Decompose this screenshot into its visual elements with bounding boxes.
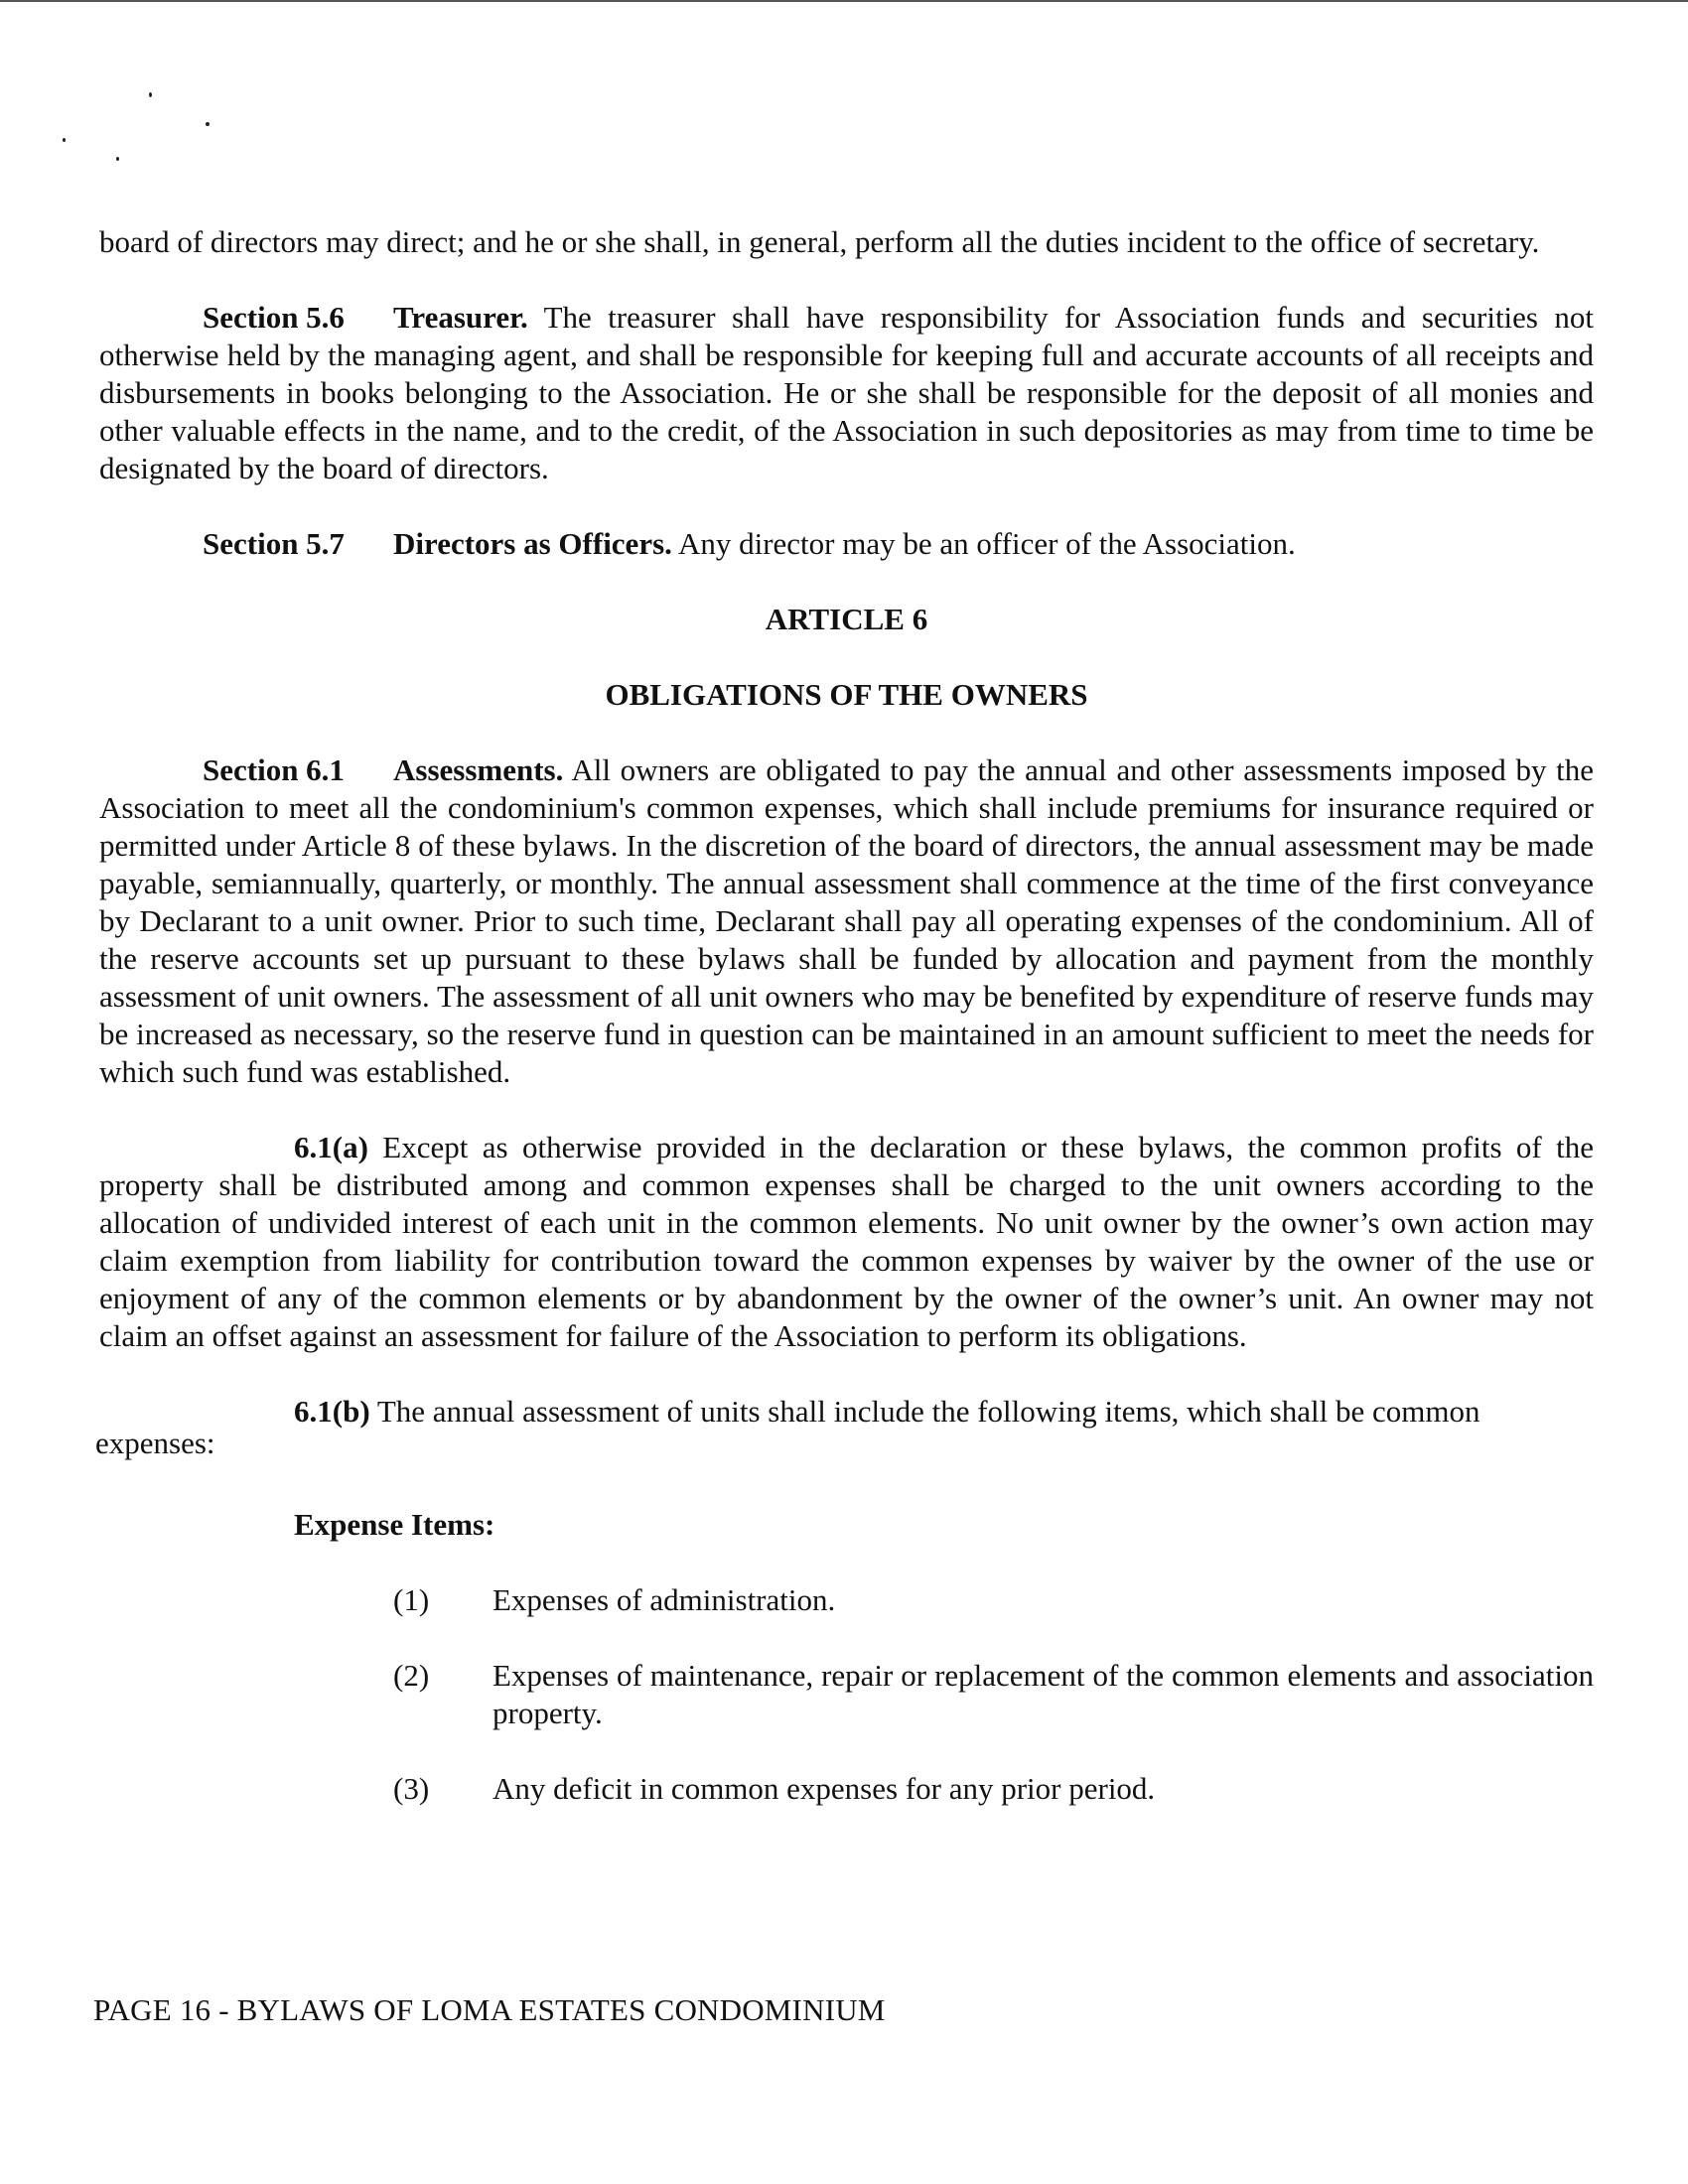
expense-item xyxy=(393,1657,1594,1732)
section-text: The treasurer shall have responsibility for Association funds and securities not otherwise held by the managing agent, and shall be responsible for keeping full and accurate accounts of all receipts and disbursements in books belonging to the Association. He or she shall be responsible for the deposit of all monies and other valuable effects in the name, and to the credit, of the Association in such depositories as may from time to time be designated by the board of directors. xyxy=(99,300,1594,485)
section-5-6 xyxy=(99,299,1594,487)
item-text: Expenses of maintenance, repair or replacement of the common elements and association property. xyxy=(492,1658,1594,1730)
scan-speck xyxy=(149,92,152,97)
section-number: Section 5.6 xyxy=(203,300,345,335)
subsection-number: 6.1(b) xyxy=(294,1394,370,1429)
section-5-7 xyxy=(99,525,1594,563)
section-title: Assessments. xyxy=(393,752,564,787)
section-number: Section 6.1 xyxy=(203,752,345,787)
item-text: Any deficit in common expenses for any prior period. xyxy=(492,1771,1156,1806)
expense-item xyxy=(393,1770,1594,1808)
subsection-6-1a xyxy=(99,1129,1594,1355)
article-number: ARTICLE 6 xyxy=(765,602,928,636)
section-5-5-continuation: board of directors may direct; and he or she shall, in general, perform all the duties incident to the office of secretary. xyxy=(99,224,1540,259)
scan-speck xyxy=(63,138,66,142)
section-title: Directors as Officers. xyxy=(393,526,672,561)
item-text: Expenses of administration. xyxy=(492,1582,836,1617)
section-text: All owners are obligated to pay the annual and other assessments imposed by the Association to meet all the condominium's common expenses, which shall include premiums for insurance required or permitted under Article 8 of these bylaws. In the discretion of the board of directors, the annual assessment may be made payable, semiannually, quarterly, or monthly. The annual assessment shall commence at the time of the first conveyance by Declarant to a unit owner. Prior to such time, Declarant shall pay all operating expenses of the condominium. All of the reserve accounts set up pursuant to these bylaws shall be funded by allocation and payment from the monthly assessment of unit owners. The assessment of all unit owners who may be benefited by expenditure of reserve funds may be increased as necessary, so the reserve fund in question can be maintained in an amount sufficient to meet the needs for which such fund was established. xyxy=(99,752,1594,1089)
item-number: (1) xyxy=(393,1582,430,1617)
item-number: (3) xyxy=(393,1771,430,1806)
section-number: Section 5.7 xyxy=(203,526,345,561)
subsection-text: Except as otherwise provided in the declaration or these bylaws, the common profits of the property shall be distributed among and common expenses shall be charged to the unit owners according to the allocation of undivided interest of each unit in the common elements. No unit owner by the owner’s own action may claim exemption from liability for contribution toward the common expenses by waiver by the owner of the use or enjoyment of any of the common elements or by abandonment by the owner of the owner’s unit. An owner may not claim an offset against an assessment for failure of the Association to perform its obligations. xyxy=(99,1130,1595,1353)
page-footer: PAGE 16 - BYLAWS OF LOMA ESTATES CONDOMINIUM xyxy=(93,1992,886,2027)
article-title: OBLIGATIONS OF THE OWNERS xyxy=(605,677,1088,712)
subsection-6-1b-continuation: expenses: xyxy=(95,1426,215,1460)
subsection-number: 6.1(a) xyxy=(294,1130,368,1164)
scan-speck xyxy=(116,157,119,161)
section-text: Any director may be an officer of the Association. xyxy=(677,526,1296,561)
subsection-6-1b xyxy=(95,1393,1594,1468)
expense-item xyxy=(393,1581,1594,1619)
section-title: Treasurer. xyxy=(393,300,528,335)
scan-speck xyxy=(206,122,210,126)
item-number: (2) xyxy=(393,1658,430,1693)
section-6-1 xyxy=(99,751,1594,1091)
scan-top-edge xyxy=(0,0,1688,2)
subsection-text: The annual assessment of units shall include the following items, which shall be common xyxy=(376,1394,1480,1429)
document-page xyxy=(95,223,1595,1845)
expense-items-heading: Expense Items: xyxy=(294,1507,495,1542)
subsection-6-1b-line xyxy=(294,1393,1594,1431)
